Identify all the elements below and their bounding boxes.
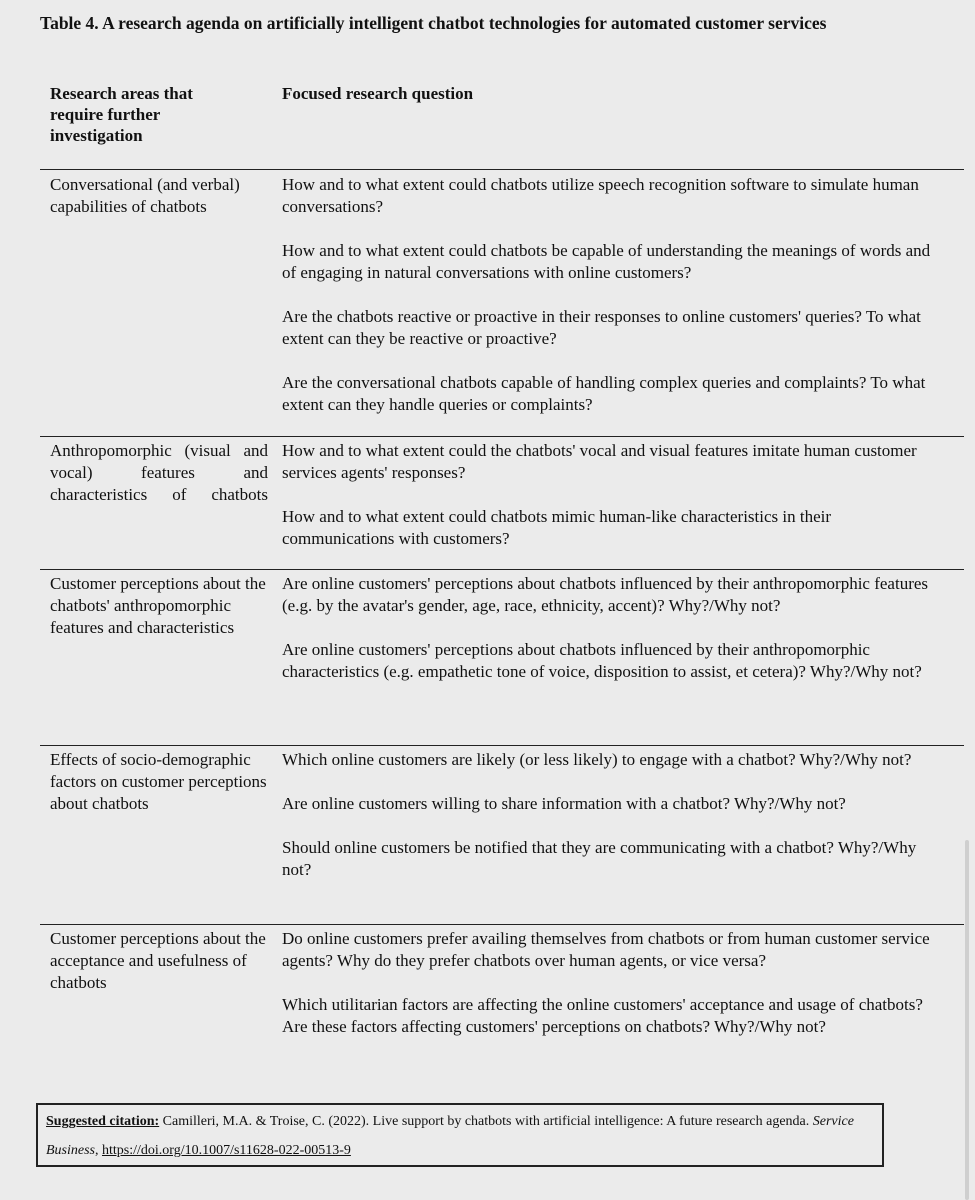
research-question: Are online customers willing to share information with a chatbot? Why?/Why not? [282,794,846,813]
research-question: How and to what extent could the chatbots' vocal and visual features imitate human customer services agents' responses? [282,441,917,482]
research-question: How and to what extent could chatbots mimic human-like characteristics in their communications with customers? [282,507,832,548]
research-question: Which online customers are likely (or less likely) to engage with a chatbot? Why?/Why not? [282,750,912,769]
research-area-4: Effects of socio-demographic factors on customer perceptions about chatbots [50,750,267,813]
citation-doi-link[interactable]: https://doi.org/10.1007/s11628-022-00513-9 [102,1143,351,1158]
citation-journal: Service Business [46,1114,854,1158]
research-question: Which utilitarian factors are affecting the online customers' acceptance and usage of chatbots? Are these factors affecting customers' perceptions on chatbots? Why?/Why not? [282,995,923,1036]
research-questions-2 [282,440,942,550]
research-area-1: Conversational (and verbal) capabilities of chatbots [50,175,240,216]
research-question: Are the conversational chatbots capable of handling complex queries and complaints? To what extent can they handle queries or complaints? [282,373,926,414]
research-question: Are the chatbots reactive or proactive in their responses to online customers' queries? To what extent can they be reactive or proactive? [282,307,921,348]
column-header-research-question: Focused research question [282,84,474,103]
research-questions-1 [282,174,942,416]
research-questions-5 [282,928,942,1038]
table-title: Table 4. A research agenda on artificially intelligent chatbot technologies for automated customer services [40,13,827,33]
research-questions-3 [282,573,942,683]
column-header-research-areas: Research areas that require further investigation [50,84,193,145]
research-area-2: Anthropomorphic (visual and vocal) features and characteristics of chatbots [50,441,268,504]
research-question: Do online customers prefer availing themselves from chatbots or from human customer service agents? Why do they prefer chatbots over human agents, or vice versa? [282,929,930,970]
research-area-5: Customer perceptions about the acceptance and usefulness of chatbots [50,929,266,992]
row-divider [40,924,964,925]
scrollbar[interactable] [965,840,969,1200]
row-divider [40,745,964,746]
citation-box [36,1103,884,1167]
research-area-3: Customer perceptions about the chatbots' anthropomorphic features and characteristics [50,574,266,637]
citation-separator: , [95,1143,102,1158]
row-divider [40,169,964,170]
row-divider [40,569,964,570]
research-question: How and to what extent could chatbots utilize speech recognition software to simulate human conversations? [282,175,919,216]
row-divider [40,436,964,437]
citation-label: Suggested citation: [46,1114,160,1129]
research-question: Are online customers' perceptions about chatbots influenced by their anthropomorphic features (e.g. by the avatar's gender, age, race, ethnicity, accent)? Why?/Why not? [282,574,929,615]
research-question: Are online customers' perceptions about chatbots influenced by their anthropomorphic characteristics (e.g. empathetic tone of voice, disposition to assist, et cetera)? Why?/Why not? [282,640,922,681]
research-question: Should online customers be notified that they are communicating with a chatbot? Why?/Why not? [282,838,917,879]
research-question: How and to what extent could chatbots be capable of understanding the meanings of words and of engaging in natural conversations with online customers? [282,241,931,282]
citation-text: Camilleri, M.A. & Troise, C. (2022). Live support by chatbots with artificial intelligence: A future research agenda. [159,1114,813,1129]
research-questions-4 [282,749,942,881]
